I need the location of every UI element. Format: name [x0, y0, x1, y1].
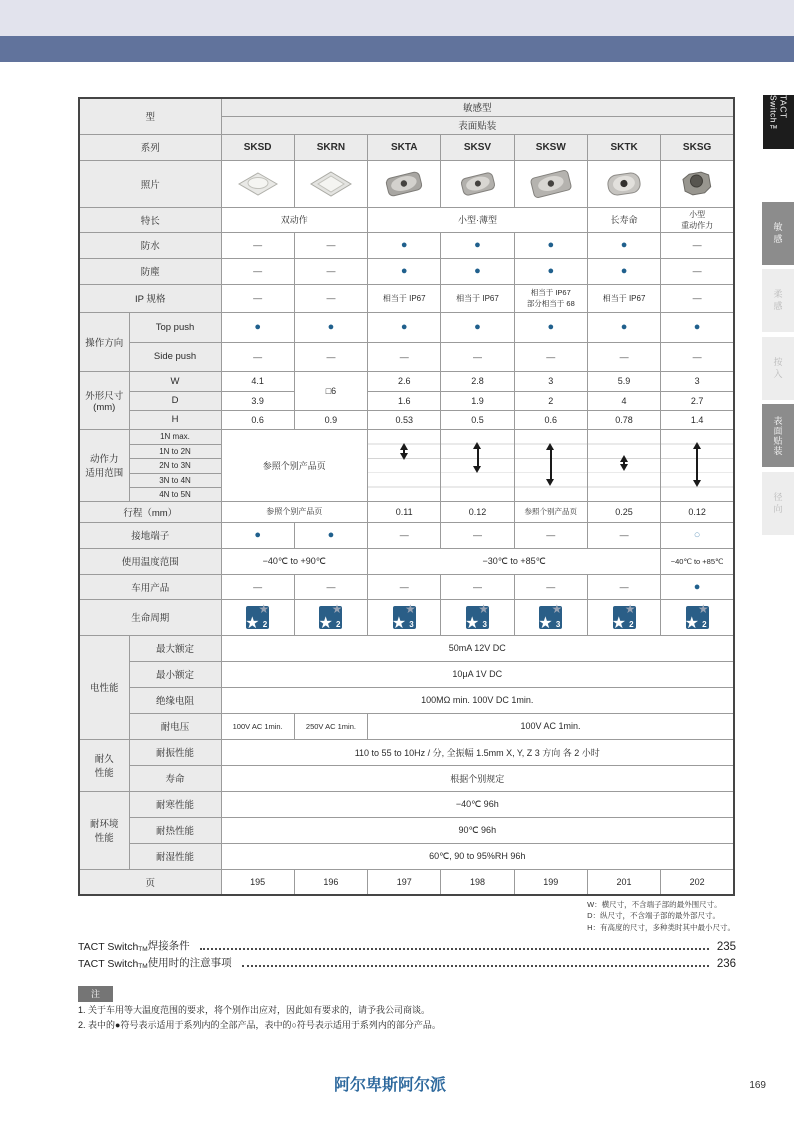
feature-small-heavy-line2: 重动作力	[681, 220, 714, 230]
toc-precautions-link[interactable]	[78, 953, 736, 970]
value-cell: ●	[587, 232, 660, 258]
value-cell: —	[221, 232, 294, 258]
force-cell-sksg	[661, 429, 734, 501]
durability-label-line1: 耐久	[94, 754, 114, 765]
row-operation-side	[79, 342, 734, 371]
force-range-arrow	[477, 449, 479, 466]
value-cell: —	[514, 574, 587, 599]
toc-label: 使用时的注意事项	[147, 957, 232, 969]
value-cell	[514, 284, 587, 312]
force-sub-5: 4N to 5N	[129, 487, 221, 501]
value-cell: ●	[294, 312, 367, 342]
value-cell: —	[587, 342, 660, 371]
feature-long-life: 长寿命	[587, 207, 660, 232]
lifecycle-star-badge: ★ ★ 2	[587, 599, 660, 635]
brand-prefix: TACT Switch	[78, 941, 139, 953]
value-cell: —	[368, 342, 441, 371]
row-dim-h	[79, 410, 734, 429]
series-sksw: SKSW	[514, 134, 587, 160]
notes-list	[78, 1003, 441, 1034]
force-label	[79, 429, 129, 501]
lifecycle-star-badge: ★ ★ 3	[368, 599, 441, 635]
toc-links	[78, 936, 736, 970]
value-cell: ●	[368, 312, 441, 342]
value-cell: —	[661, 258, 734, 284]
series-sksg: SKSG	[661, 134, 734, 160]
force-range-arrow	[696, 449, 698, 480]
value-cell: 0.25	[587, 501, 660, 522]
row-dim-d	[79, 391, 734, 410]
value-cell: −40℃ to +90℃	[221, 548, 368, 574]
value-cell: ●	[514, 312, 587, 342]
side-push-label: Side push	[129, 342, 221, 371]
feature-dual-action: 双动作	[221, 207, 368, 232]
value-cell: 相当于 IP67	[587, 284, 660, 312]
value-cell: —	[661, 232, 734, 258]
photo-label: 照片	[79, 160, 221, 207]
dotted-leader	[200, 948, 709, 950]
tab-push-in[interactable]: 按入	[762, 337, 794, 400]
value-cell: 3	[514, 371, 587, 391]
note-item-2: 2. 表中的●符号表示适用于系列内的全部产品，表中的○符号表示适用于系列内的部分产品。	[78, 1020, 441, 1031]
force-sub-4: 3N to 4N	[129, 473, 221, 487]
voltage-label: 耐电压	[129, 713, 221, 739]
value-cell: 1.4	[661, 410, 734, 429]
top-blue-bar	[0, 36, 794, 62]
row-max-rating	[79, 635, 734, 661]
value-cell: 0.6	[221, 410, 294, 429]
lifecycle-number: 2	[629, 619, 634, 629]
value-cell: 1.6	[368, 391, 441, 410]
force-cell-sksw	[514, 429, 587, 501]
row-lifecycle	[79, 599, 734, 635]
force-sub-1: 1N max.	[129, 429, 221, 444]
toc-label: 焊接条件	[147, 940, 190, 952]
vibration-label: 耐振性能	[129, 739, 221, 765]
value-cell: 0.12	[661, 501, 734, 522]
value-cell: ●	[368, 232, 441, 258]
lifecycle-number: 3	[555, 619, 561, 629]
lifecycle-label: 生命周期	[79, 599, 221, 635]
value-cell: —	[294, 232, 367, 258]
note-item-1: 1. 关于车用等大温度范围的要求，将个别作出应对，因此如有要求的，请予我公司商谈。	[78, 1005, 431, 1015]
value-cell: ●	[441, 232, 514, 258]
value-cell: 4.1	[221, 371, 294, 391]
row-life	[79, 765, 734, 791]
value-cell: 60℃, 90 to 95%RH 96h	[221, 843, 734, 869]
lifecycle-number: 3	[409, 619, 414, 629]
footer-page-number: 169	[749, 1080, 766, 1091]
value-cell: 3	[661, 371, 734, 391]
row-ground-terminal	[79, 522, 734, 548]
switch-photo-sksv-icon	[441, 160, 514, 207]
value-cell: —	[661, 342, 734, 371]
series-sktk: SKTK	[587, 134, 660, 160]
dotted-leader	[242, 965, 709, 967]
dimension-footnotes	[587, 899, 735, 933]
row-ip-rating	[79, 284, 734, 312]
brand-prefix: TACT Switch	[78, 958, 139, 970]
dimensions-label-line1: 外形尺寸	[85, 390, 124, 402]
value-cell: —	[441, 574, 514, 599]
row-type	[79, 98, 734, 116]
value-cell: 50mA 12V DC	[221, 635, 734, 661]
page-ref: 196	[294, 869, 367, 895]
value-cell: —	[368, 522, 441, 548]
value-cell: 100V AC 1min.	[368, 713, 734, 739]
value-cell: 0.6	[514, 410, 587, 429]
top-push-label: Top push	[129, 312, 221, 342]
series-sksd: SKSD	[221, 134, 294, 160]
value-cell: —	[294, 284, 367, 312]
page-ref: 199	[514, 869, 587, 895]
row-dustproof	[79, 258, 734, 284]
value-cell: 参照个别产品页	[221, 501, 368, 522]
cold-label: 耐寒性能	[129, 791, 221, 817]
value-cell: 0.9	[294, 410, 367, 429]
ip-line1: 相当于 IP67	[530, 288, 571, 297]
value-cell: ●	[441, 312, 514, 342]
value-cell: −40℃ to +85℃	[661, 548, 734, 574]
value-cell: ●	[221, 522, 294, 548]
min-rating-label: 最小额定	[129, 661, 221, 687]
row-min-rating	[79, 661, 734, 687]
switch-photo-sksg-icon	[661, 160, 734, 207]
value-cell: 3.9	[221, 391, 294, 410]
environment-label-line2: 性能	[94, 833, 114, 844]
electrical-label: 电性能	[79, 635, 129, 739]
value-cell: □6	[294, 371, 367, 410]
switch-photo-skrn-icon	[294, 160, 367, 207]
spec-table	[78, 97, 735, 896]
value-cell: 0.53	[368, 410, 441, 429]
value-cell: ●	[514, 232, 587, 258]
switch-photo-sktk-icon	[587, 160, 660, 207]
type-value-2: 表面贴装	[221, 116, 734, 134]
force-cell-sksv	[441, 429, 514, 501]
value-cell: ●	[661, 574, 734, 599]
tm-mark: TM	[138, 946, 148, 953]
value-cell: 0.5	[441, 410, 514, 429]
row-force-1	[79, 429, 734, 444]
tab-sensitive[interactable]: 敏感	[762, 202, 794, 265]
series-sksv: SKSV	[441, 134, 514, 160]
lifecycle-number: 2	[262, 619, 268, 629]
series-skta: SKTA	[368, 134, 441, 160]
value-cell: —	[294, 574, 367, 599]
dimensions-label-line2: (mm)	[93, 401, 116, 413]
lifecycle-number: 2	[335, 619, 341, 629]
feature-label: 特长	[79, 207, 221, 232]
value-cell: —	[514, 522, 587, 548]
value-cell: 0.12	[441, 501, 514, 522]
value-cell: 2	[514, 391, 587, 410]
switch-photo-sksw-icon	[514, 160, 587, 207]
max-rating-label: 最大额定	[129, 635, 221, 661]
tm-mark: TM	[138, 963, 148, 970]
value-cell: 4	[587, 391, 660, 410]
page-ref: 201	[587, 869, 660, 895]
automotive-label: 车用产品	[79, 574, 221, 599]
tab-radial[interactable]: 径向	[762, 472, 794, 535]
life-label: 寿命	[129, 765, 221, 791]
humidity-label: 耐湿性能	[129, 843, 221, 869]
operation-label: 操作方向	[79, 312, 129, 371]
feature-small-thin: 小型·薄型	[368, 207, 588, 232]
value-cell: ●	[368, 258, 441, 284]
value-cell: —	[441, 342, 514, 371]
top-light-bar	[0, 0, 794, 36]
value-cell: —	[294, 258, 367, 284]
force-label-line1: 动作力	[89, 454, 119, 465]
page-ref: 202	[661, 869, 734, 895]
footnote-h: H：有高度的尺寸，多种类时其中最小尺寸。	[587, 922, 735, 932]
value-cell: ○	[661, 522, 734, 548]
value-cell: —	[661, 284, 734, 312]
feature-small-heavy	[661, 207, 734, 232]
value-cell: —	[221, 258, 294, 284]
value-cell: 10μA 1V DC	[221, 661, 734, 687]
feature-small-heavy-line1: 小型	[689, 209, 706, 219]
value-cell: 根据个别规定	[221, 765, 734, 791]
value-cell: −30℃ to +85℃	[368, 548, 661, 574]
lifecycle-star-badge: ★ ★ 2	[221, 599, 294, 635]
page-ref: 198	[441, 869, 514, 895]
switch-photo-skta-icon	[368, 160, 441, 207]
page-ref: 197	[368, 869, 441, 895]
value-cell: 2.8	[441, 371, 514, 391]
dimensions-label	[79, 371, 129, 429]
series-skrn: SKRN	[294, 134, 367, 160]
row-cold	[79, 791, 734, 817]
footnote-d: D：纵尺寸，不含端子部的最外部尺寸。	[587, 911, 720, 921]
lifecycle-star-badge: ★ ★ 3	[514, 599, 587, 635]
travel-label: 行程（mm）	[79, 501, 221, 522]
lifecycle-star-badge: ★ ★ 2	[294, 599, 367, 635]
w-label: W	[129, 371, 221, 391]
durability-label	[79, 739, 129, 791]
durability-label-line2: 性能	[94, 768, 114, 779]
value-cell: ●	[661, 312, 734, 342]
footnote-w: W：横尺寸，不含端子部的最外围尺寸。	[587, 900, 722, 909]
row-heat	[79, 817, 734, 843]
row-insulation	[79, 687, 734, 713]
force-gridlines	[368, 430, 440, 501]
heat-label: 耐热性能	[129, 817, 221, 843]
row-feature	[79, 207, 734, 232]
row-humidity	[79, 843, 734, 869]
environment-label	[79, 791, 129, 869]
toc-soldering-link[interactable]	[78, 936, 736, 953]
value-cell: ●	[441, 258, 514, 284]
value-cell: —	[368, 574, 441, 599]
row-waterproof	[79, 232, 734, 258]
waterproof-label: 防水	[79, 232, 221, 258]
value-cell: 100MΩ min. 100V DC 1min.	[221, 687, 734, 713]
type-label: 型	[79, 98, 221, 134]
value-cell: —	[514, 342, 587, 371]
row-voltage	[79, 713, 734, 739]
lifecycle-number: 3	[482, 619, 487, 629]
value-cell: 2.6	[368, 371, 441, 391]
row-temperature	[79, 548, 734, 574]
force-label-line2: 适用范围	[85, 468, 124, 479]
value-cell: 5.9	[587, 371, 660, 391]
force-ref-cell: 参照个别产品页	[221, 429, 368, 501]
value-cell: 2.7	[661, 391, 734, 410]
note-badge: 注	[78, 986, 113, 1002]
row-operation-top	[79, 312, 734, 342]
lifecycle-star-badge: ★ ★ 3	[441, 599, 514, 635]
switch-photo-sksd-icon	[221, 160, 294, 207]
footer-brand: 阿尔卑斯阿尔派	[333, 1077, 446, 1094]
value-cell: 0.11	[368, 501, 441, 522]
ground-label: 接地端子	[79, 522, 221, 548]
row-page	[79, 869, 734, 895]
value-cell: 100V AC 1min.	[221, 713, 294, 739]
value-cell: ●	[294, 522, 367, 548]
value-cell: 参照个别产品页	[514, 501, 587, 522]
value-cell: 1.9	[441, 391, 514, 410]
force-range-arrow	[403, 450, 405, 453]
value-cell: —	[441, 522, 514, 548]
force-cell-sktk	[587, 429, 660, 501]
value-cell: 110 to 55 to 10Hz / 分, 全振幅 1.5mm X, Y, Z 3 方向 各 2 小时	[221, 739, 734, 765]
lifecycle-number: 2	[702, 619, 707, 629]
force-range-arrow	[550, 450, 552, 479]
tab-surface-mount[interactable]: 表面贴装	[762, 404, 794, 467]
type-value-1: 敏感型	[221, 98, 734, 116]
force-sub-3: 2N to 3N	[129, 458, 221, 473]
value-cell: ●	[587, 258, 660, 284]
insulation-label: 绝缘电阻	[129, 687, 221, 713]
row-series	[79, 134, 734, 160]
value-cell: —	[221, 574, 294, 599]
ip-label: IP 规格	[79, 284, 221, 312]
environment-label-line1: 耐环境	[89, 819, 119, 830]
d-label: D	[129, 391, 221, 410]
row-photo	[79, 160, 734, 207]
page-ref: 195	[221, 869, 294, 895]
tab-soft-feel[interactable]: 柔感	[762, 269, 794, 332]
row-automotive	[79, 574, 734, 599]
value-cell: 90℃ 96h	[221, 817, 734, 843]
value-cell: —	[587, 574, 660, 599]
value-cell: 相当于 IP67	[368, 284, 441, 312]
value-cell: ●	[221, 312, 294, 342]
force-range-arrow	[623, 462, 625, 464]
value-cell: 250V AC 1min.	[294, 713, 367, 739]
value-cell: —	[221, 284, 294, 312]
row-dim-w	[79, 371, 734, 391]
ip-line2: 部分相当于 68	[526, 299, 575, 308]
value-cell: 0.78	[587, 410, 660, 429]
toc-page-number: 235	[716, 941, 736, 953]
tab-tact-switch[interactable]: TACT Switch™	[763, 95, 794, 149]
value-cell: 相当于 IP67	[441, 284, 514, 312]
value-cell: −40℃ 96h	[221, 791, 734, 817]
lifecycle-star-badge: ★ ★ 2	[661, 599, 734, 635]
force-cell-skta	[368, 429, 441, 501]
force-sub-2: 1N to 2N	[129, 444, 221, 458]
page-label: 页	[79, 869, 221, 895]
value-cell: —	[587, 522, 660, 548]
dustproof-label: 防塵	[79, 258, 221, 284]
value-cell: ●	[514, 258, 587, 284]
row-travel	[79, 501, 734, 522]
h-label: H	[129, 410, 221, 429]
value-cell: —	[294, 342, 367, 371]
temperature-label: 使用温度范围	[79, 548, 221, 574]
value-cell: ●	[587, 312, 660, 342]
row-vibration	[79, 739, 734, 765]
series-label: 系列	[79, 134, 221, 160]
value-cell: —	[221, 342, 294, 371]
toc-page-number: 236	[716, 958, 736, 970]
